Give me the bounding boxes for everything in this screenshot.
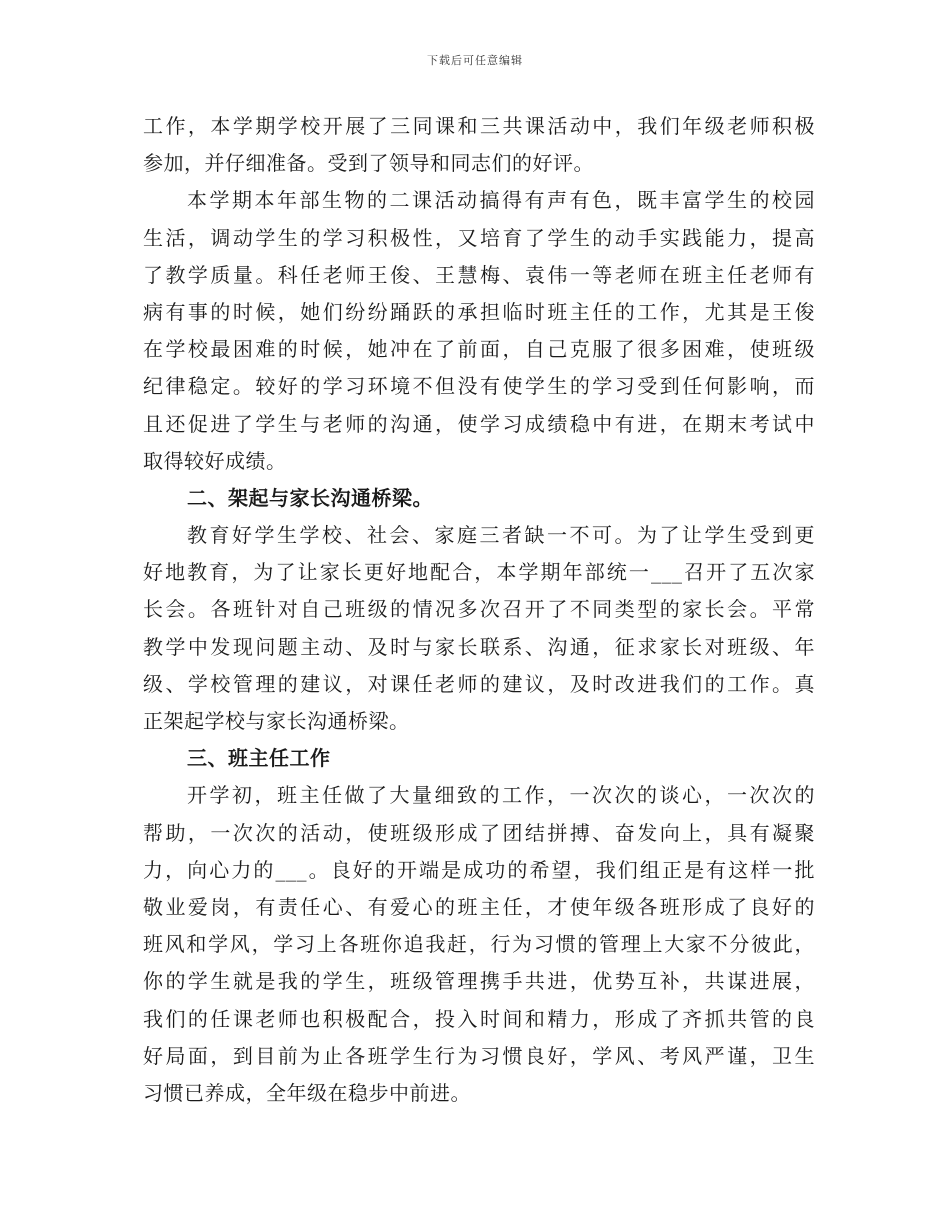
text-line: 正架起学校与家长沟通桥梁。 — [143, 709, 410, 733]
text-line: 生活，调动学生的学习积极性，又培育了学生的动手实践能力，提高 — [143, 225, 815, 250]
text-line: 好局面，到目前为止各班学生行为习惯良好，学风、考风严谨，卫生 — [143, 1043, 815, 1068]
text-line: 本学期本年部生物的二课活动搞得有声有色，既丰富学生的校园 — [187, 188, 815, 213]
text-line: 教学中发现问题主动、及时与家长联系、沟通，征求家长对班级、年 — [143, 634, 815, 659]
section-heading: 二、架起与家长沟通桥梁。 — [187, 485, 433, 510]
text-line: 好地教育，为了让家长更好地配合，本学期年部统一___召开了五次家 — [143, 560, 815, 585]
text-line: 级、学校管理的建议，对课任老师的建议，及时改进我们的工作。真 — [143, 671, 815, 696]
text-line: 开学初，班主任做了大量细致的工作，一次次的谈心，一次次的 — [187, 783, 815, 808]
text-line: 敬业爱岗，有责任心、有爱心的班主任，才使年级各班形成了良好的 — [143, 894, 815, 919]
text-line: 参加，并仔细准备。受到了领导和同志们的好评。 — [143, 151, 594, 176]
text-line: 长会。各班针对自己班级的情况多次召开了不同类型的家长会。平常 — [143, 597, 815, 622]
document-body — [143, 108, 815, 1112]
text-line: 教育好学生学校、社会、家庭三者缺一不可。为了让学生受到更 — [187, 523, 815, 548]
text-line: 班风和学风，学习上各班你追我赶，行为习惯的管理上大家不分彼此， — [143, 932, 815, 957]
text-line: 力，向心力的___。良好的开端是成功的希望，我们组正是有这样一批 — [143, 857, 815, 882]
text-line: 了教学质量。科任老师王俊、王慧梅、袁伟一等老师在班主任老师有 — [143, 262, 815, 287]
text-line: 在学校最困难的时候，她冲在了前面，自己克服了很多困难，使班级 — [143, 337, 815, 362]
text-line: 病有事的时候，她们纷纷踊跃的承担临时班主任的工作，尤其是王俊 — [143, 299, 815, 324]
text-line: 工作，本学期学校开展了三同课和三共课活动中，我们年级老师积极 — [143, 114, 815, 138]
text-line: 我们的任课老师也积极配合，投入时间和精力，形成了齐抓共管的良 — [143, 1006, 815, 1031]
text-line: 且还促进了学生与老师的沟通，使学习成绩稳中有进，在期末考试中 — [143, 411, 815, 436]
text-line: 纪律稳定。较好的学习环境不但没有使学生的学习受到任何影响，而 — [143, 374, 815, 399]
text-line: 习惯已养成，全年级在稳步中前进。 — [143, 1080, 471, 1105]
page-header: 下载后可任意编辑 — [427, 54, 523, 67]
text-line: 你的学生就是我的学生，班级管理携手共进，优势互补，共谋进展， — [143, 969, 815, 994]
text-line: 帮助，一次次的活动，使班级形成了团结拼搏、奋发向上，具有凝聚 — [143, 820, 815, 845]
text-line: 取得较好成绩。 — [143, 448, 287, 473]
section-heading: 三、班主任工作 — [187, 746, 331, 771]
